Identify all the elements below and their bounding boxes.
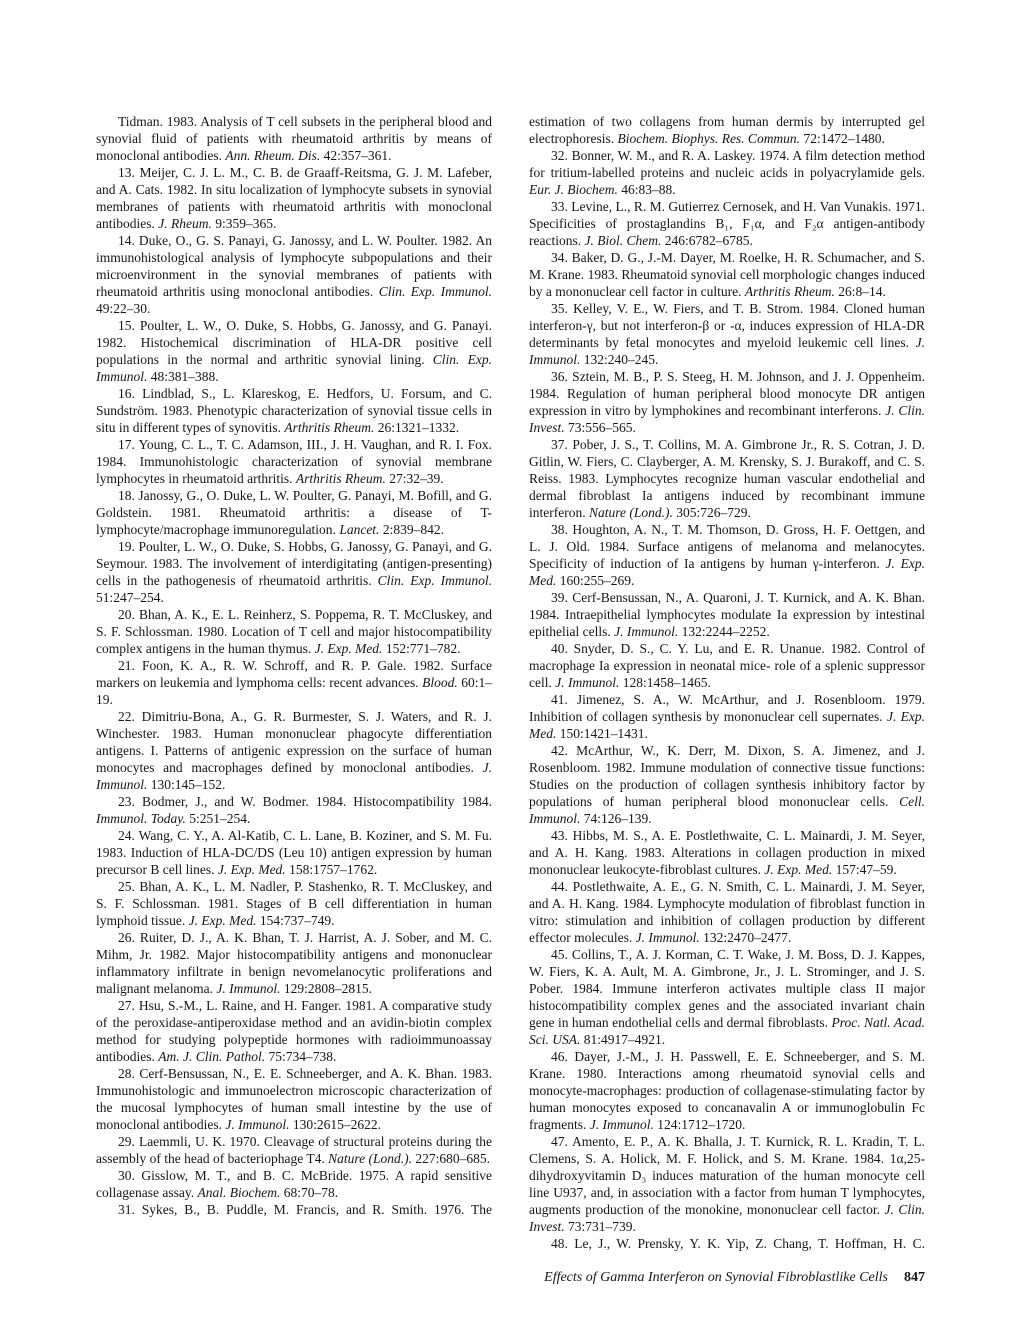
journal-title: J. Exp. Med. (529, 556, 925, 588)
reference-text: 157:47–59. (832, 862, 897, 877)
reference-item (529, 589, 925, 640)
journal-title: J. Exp. Med. (188, 913, 257, 928)
reference-text: 152:771–782. (382, 641, 461, 656)
journal-title: Am. J. Clin. Pathol. (158, 1049, 266, 1064)
reference-text: 41. Jimenez, S. A., W. McArthur, and J. Rosenbloom. 1979. Inhibition of collagen synthesis by mononuclear cell supernates. (529, 692, 925, 724)
reference-text: 45. Collins, T., A. J. Korman, C. T. Wake, J. M. Boss, D. J. Kappes, W. Fiers, K. A. Ault, M. A. Gimbrone, Jr., J. L. Strominger, and J. S. Pober. 1984. Immune interferon activates multiple class II major histocompatibility complex genes and the associated invariant chain gene in human endothelial cells and dermal fibroblasts. (529, 947, 925, 1030)
reference-text: estimation of two collagens from human dermis by interrupted gel electrophoresis. (529, 114, 925, 146)
journal-title: Biochem. Biophys. Res. Commun. (617, 131, 801, 146)
reference-item (529, 1133, 925, 1235)
reference-item (96, 164, 492, 232)
reference-text: 17. Young, C. L., T. C. Adamson, III., J. H. Vaughan, and R. I. Fox. 1984. Immunohistologic characterization of synovial membrane lymphocytes in rheumatoid arthritis. (96, 437, 492, 486)
reference-text: 5:251–254. (185, 811, 251, 826)
reference-item (96, 538, 492, 606)
references-column-right (529, 113, 925, 1252)
reference-text: 29. Laemmli, U. K. 1970. Cleavage of structural proteins during the assembly of the head of bacteriophage T4. (96, 1134, 492, 1166)
journal-title: Arthritis Rheum. (284, 420, 375, 435)
running-title: Effects of Gamma Interferon on Synovial Fibroblastlike Cells (544, 1270, 888, 1285)
reference-text: 13. Meijer, C. J. L. M., C. B. de Graaff-Reitsma, G. J. M. Lafeber, and A. Cats. 1982. In situ localization of lymphocyte subsets in synovial membranes of patients with rheumatoid arthritis with monoclonal antibodies. (96, 165, 492, 231)
journal-title: Clin. Exp. Immunol. (96, 352, 493, 384)
reference-text: 73:556–565. (564, 420, 636, 435)
reference-item (529, 827, 925, 878)
reference-text: 37. Pober, J. S., T. Collins, M. A. Gimbrone Jr., R. S. Cotran, J. D. Gitlin, W. Fiers, C. Clayberger, A. M. Krensky, S. J. Burakoff, and C. S. Reiss. 1983. Lymphocytes recognize human vascular endothelial and dermal fibroblast Ia antigens induced by recombinant immune interferon. (529, 437, 925, 520)
reference-text: 38. Houghton, A. N., T. M. Thomson, D. Gross, H. F. Oettgen, and L. J. Old. 1984. Surface antigens of melanoma and melanocytes. Specificity of induction of Ia antigens by human γ-interferon. (529, 522, 925, 571)
reference-item (529, 436, 925, 521)
journal-title: Immunol. Today. (96, 811, 186, 826)
reference-item (529, 113, 925, 147)
journal-title: Clin. Exp. Immunol. (378, 284, 492, 299)
reference-item (96, 878, 492, 929)
journal-title: J. Exp. Med. (529, 709, 926, 741)
reference-text: 2:839–842. (379, 522, 444, 537)
reference-text: 129:2808–2815. (280, 981, 372, 996)
reference-text: 48. Le, J., W. Prensky, Y. K. Yip, Z. Chang, T. Hoffman, H. C. (551, 1236, 925, 1251)
reference-text: 18. Janossy, G., O. Duke, L. W. Poulter, G. Panayi, M. Bofill, and G. Goldstein. 1981. Rheumatoid arthritis: a disease of T-lymphocyte/macrophage immunoregulation. (96, 488, 492, 537)
reference-text: 24. Wang, C. Y., A. Al-Katib, C. L. Lane, B. Koziner, and S. M. Fu. 1983. Induction of HLA-DC/DS (Leu 10) antigen expression by human precursor B cell lines. (96, 828, 492, 877)
journal-title: J. Immunol. (216, 981, 281, 996)
reference-text: 31. Sykes, B., B. Puddle, M. Francis, and R. Smith. 1976. The (118, 1202, 492, 1217)
journal-title: J. Exp. Med. (764, 862, 833, 877)
journal-title: Ann. Rheum. Dis. (225, 148, 321, 163)
reference-text: 73:731–739. (564, 1219, 636, 1234)
reference-text: 154:737–749. (256, 913, 335, 928)
reference-text: 46. Dayer, J.-M., J. H. Passwell, E. E. Schneeberger, and S. M. Krane. 1980. Interactions among rheumatoid synovial cells and monocyte-macrophages: production of collagenase-stimulating factor by human monocytes exposed to concanavalin A or immunoglobulin Fc fragments. (529, 1049, 925, 1132)
reference-text: 130:145–152. (147, 777, 226, 792)
reference-text: 26:8–14. (834, 284, 886, 299)
reference-text: 132:240–245. (580, 352, 659, 367)
journal-title: Nature (Lond.). (328, 1151, 413, 1166)
reference-text: 36. Sztein, M. B., P. S. Steeg, H. M. Johnson, and J. J. Oppenheim. 1984. Regulation of human peripheral blood monocyte DR antigen expression in vitro by lymphokines and recombinant interferons. (529, 369, 925, 418)
journal-title: J. Exp. Med. (217, 862, 286, 877)
reference-text: 72:1472–1480. (800, 131, 885, 146)
reference-item (96, 708, 492, 793)
reference-text: Tidman. 1983. Analysis of T cell subsets in the peripheral blood and synovial fluid of patients with rheumatoid arthritis by means of monoclonal antibodies. (96, 114, 492, 163)
journal-title: Cell. Immunol. (529, 794, 925, 826)
reference-text: 15. Poulter, L. W., O. Duke, S. Hobbs, G. Janossy, and G. Panayi. 1982. Histochemical discrimination of HLA-DR positive cell populations in the normal and arthritic synovial lining. (96, 318, 492, 367)
reference-item (96, 827, 492, 878)
page-footer (544, 1270, 925, 1286)
journal-title: J. Rheum. (158, 216, 212, 231)
reference-text: 68:70–78. (280, 1185, 339, 1200)
reference-item (529, 691, 925, 742)
reference-item (96, 1167, 492, 1201)
journal-title: J. Immunol. (225, 1117, 290, 1132)
references-column-left (96, 113, 492, 1252)
reference-item (96, 385, 492, 436)
reference-item (529, 742, 925, 827)
reference-text: 246:6782–6785. (661, 233, 753, 248)
reference-text: 25. Bhan, A. K., L. M. Nadler, P. Stashenko, R. T. McCluskey, and S. F. Schlossman. 1981. Stages of B cell differentiation in human lymphoid tissue. (96, 879, 492, 928)
reference-text: 44. Postlethwaite, A. E., G. N. Smith, C. L. Mainardi, J. M. Seyer, and A. H. Kang. 1984. Lymphocyte modulation of fibroblast function in vitro: stimulation and inhibition of collagen production by different effector molecules. (529, 879, 925, 945)
reference-item (96, 317, 492, 385)
reference-text: 32. Bonner, W. M., and R. A. Laskey. 1974. A film detection method for tritium-labelled proteins and nucleic acids in polyacrylamide gels. (529, 148, 925, 180)
reference-text: 26. Ruiter, D. J., A. K. Bhan, T. J. Harrist, A. J. Sober, and M. C. Mihm, Jr. 1982. Major histocompatibility antigens and mononuclear inflammatory infiltrate in benign nevomelanocytic proliferations and malignant melanoma. (96, 930, 492, 996)
reference-text: 27:32–39. (385, 471, 444, 486)
reference-text: 75:734–738. (265, 1049, 337, 1064)
reference-text: 227:680–685. (412, 1151, 491, 1166)
reference-item (529, 521, 925, 589)
references-section (96, 113, 925, 1252)
reference-text: 49:22–30. (96, 301, 151, 316)
reference-text: 23. Bodmer, J., and W. Bodmer. 1984. Histocompatibility 1984. (118, 794, 492, 809)
reference-text: 43. Hibbs, M. S., A. E. Postlethwaite, C. L. Mainardi, J. M. Seyer, and A. H. Kang. 1983. Alterations in collagen production in mixed mononuclear leukocyte-fibroblast cultures. (529, 828, 925, 877)
reference-item (529, 249, 925, 300)
reference-text: 35. Kelley, V. E., W. Fiers, and T. B. Strom. 1984. Cloned human interferon-γ, but not interferon-β or -α, induces expression of HLA-DR determinants by fetal monocytes and myeloid leukemic cell lines. (529, 301, 925, 350)
reference-text: 19. Poulter, L. W., O. Duke, S. Hobbs, G. Janossy, G. Panayi, and G. Seymour. 1983. The involvement of interdigitating (antigen-presenting) cells in the pathogenesis of rheumatoid arthritis. (96, 539, 492, 588)
reference-item (96, 1065, 492, 1133)
journal-title: J. Immunol. (589, 1117, 654, 1132)
reference-item (529, 946, 925, 1048)
reference-item (529, 300, 925, 368)
reference-text: 40. Snyder, D. S., C. Y. Lu, and E. R. Unanue. 1982. Control of macrophage Ia expression in neonatal mice- role of a splenic suppressor cell. (529, 641, 925, 690)
journal-title: Lancet. (339, 522, 380, 537)
journal-title: J. Clin. Invest. (529, 1202, 925, 1234)
reference-item (96, 487, 492, 538)
journal-title: Nature (Lond.). (588, 505, 673, 520)
reference-text: 26:1321–1332. (374, 420, 460, 435)
journal-title: Anal. Biochem. (197, 1185, 281, 1200)
reference-text: 42. McArthur, W., K. Derr, M. Dixon, S. A. Jimenez, and J. Rosenbloom. 1982. Immune modulation of connective tissue functions: Studies on the production of collagen synthesis inhibitory factor by populations of human peripheral blood mononuclear cells. (529, 743, 925, 809)
journal-title: Clin. Exp. Immunol. (377, 573, 492, 588)
reference-text: 27. Hsu, S.-M., L. Raine, and H. Fanger. 1981. A comparative study of the peroxidase-antiperoxidase method and an avidin-biotin complex method for studying polypeptide hormones with radioimmunoassay antibodies. (96, 998, 492, 1064)
reference-text: 158:1757–1762. (285, 862, 378, 877)
reference-text: 128:1458–1465. (619, 675, 711, 690)
reference-text: 81:4917–4921. (580, 1032, 666, 1047)
reference-item (96, 657, 492, 708)
reference-item (96, 1133, 492, 1167)
reference-item (529, 1235, 925, 1252)
reference-text: 30. Gisslow, M. T., and B. C. McBride. 1975. A rapid sensitive collagenase assay. (96, 1168, 492, 1200)
journal-title: J. Immunol. (635, 930, 700, 945)
journal-title: Proc. Natl. Acad. Sci. USA. (529, 1015, 925, 1047)
reference-text: 305:726–729. (672, 505, 751, 520)
reference-text: 132:2244–2252. (678, 624, 770, 639)
reference-item (529, 1048, 925, 1133)
reference-text: 51:247–254. (96, 590, 164, 605)
reference-item (529, 878, 925, 946)
journal-title: Arthritis Rheum. (295, 471, 386, 486)
reference-item (529, 368, 925, 436)
reference-item (96, 606, 492, 657)
reference-text: 9:359–365. (211, 216, 277, 231)
reference-text: 130:2615–2622. (289, 1117, 381, 1132)
reference-text: 160:255–269. (556, 573, 635, 588)
reference-item (96, 436, 492, 487)
journal-title: J. Immunol. (96, 760, 492, 792)
journal-title: J. Immunol. (555, 675, 620, 690)
reference-item (529, 147, 925, 198)
reference-item (529, 198, 925, 249)
reference-item (529, 640, 925, 691)
reference-item (96, 1201, 492, 1218)
reference-text: 39. Cerf-Bensussan, N., A. Quaroni, J. T. Kurnick, and A. K. Bhan. 1984. Intraepithelial lymphocytes modulate Ia expression by intestinal epithelial cells. (529, 590, 925, 639)
journal-title: J. Immunol. (614, 624, 679, 639)
reference-item (96, 929, 492, 997)
journal-title: J. Clin. Invest. (529, 403, 925, 435)
journal-title: J. Biol. Chem. (584, 233, 662, 248)
journal-title: J. Exp. Med. (314, 641, 383, 656)
reference-text: 150:1421–1431. (556, 726, 648, 741)
reference-text: 42:357–361. (320, 148, 392, 163)
reference-text: 14. Duke, O., G. S. Panayi, G. Janossy, and L. W. Poulter. 1982. An immunohistological analysis of lymphocyte subpopulations and their microenvironment in the synovial membranes of patients with rheumatoid arthritis using monoclonal antibodies. (96, 233, 492, 299)
reference-text: 16. Lindblad, S., L. Klareskog, E. Hedfors, U. Forsum, and C. Sundström. 1983. Phenotypic characterization of synovial tissue cells in situ in different types of synovitis. (96, 386, 492, 435)
reference-text: 22. Dimitriu-Bona, A., G. R. Burmester, S. J. Waters, and R. J. Winchester. 1983. Human mononuclear phagocyte differentiation antigens. I. Patterns of antigenic expression on the surface of human monocytes and macrophages defined by monoclonal antibodies. (96, 709, 492, 775)
reference-text: 124:1712–1720. (653, 1117, 746, 1132)
reference-text: 48:381–388. (147, 369, 219, 384)
journal-title: J. Immunol. (529, 335, 925, 367)
reference-text: 28. Cerf-Bensussan, N., E. E. Schneeberger, and A. K. Bhan. 1983. Immunohistologic and immunoelectron microscopic characterization of the mucosal lymphocytes of human small intestine by the use of monoclonal antibodies. (96, 1066, 492, 1132)
reference-item (96, 232, 492, 317)
reference-item (96, 113, 492, 164)
page-number: 847 (904, 1270, 925, 1285)
reference-text: 20. Bhan, A. K., E. L. Reinherz, S. Poppema, R. T. McCluskey, and S. F. Schlossman. 1980. Location of T cell and major histocompatibility complex antigens in the human thymus. (96, 607, 492, 656)
reference-text: 46:83–88. (617, 182, 676, 197)
reference-text: 21. Foon, K. A., R. W. Schroff, and R. P. Gale. 1982. Surface markers on leukemia and lymphoma cells: recent advances. (96, 658, 492, 690)
reference-text: 33. Levine, L., R. M. Gutierrez Cernosek, and H. Van Vunakis. 1971. Specificities of prostaglandins B₁, F₁α, and F₂α antigen-antibody reactions. (529, 199, 925, 248)
journal-title: Arthritis Rheum. (744, 284, 835, 299)
reference-text: 34. Baker, D. G., J.-M. Dayer, M. Roelke, H. R. Schumacher, and S. M. Krane. 1983. Rheumatoid synovial cell morphologic changes induced by a mononuclear cell factor in culture. (529, 250, 925, 299)
reference-text: 47. Amento, E. P., A. K. Bhalla, J. T. Kurnick, R. L. Kradin, T. L. Clemens, S. A. Holick, M. F. Holick, and S. M. Krane. 1984. 1α,25-dihydroxyvitamin D₃ induces maturation of the human monocyte cell line U937, and, in association with a factor from human T lymphocytes, augments production of the monokine, mononuclear cell factor. (529, 1134, 925, 1217)
reference-text: 60:1–19. (96, 675, 492, 707)
journal-title: Blood. (422, 675, 458, 690)
reference-item (96, 793, 492, 827)
reference-text: 74:126–139. (580, 811, 652, 826)
reference-text: 132:2470–2477. (699, 930, 792, 945)
journal-title: Eur. J. Biochem. (529, 182, 618, 197)
reference-item (96, 997, 492, 1065)
